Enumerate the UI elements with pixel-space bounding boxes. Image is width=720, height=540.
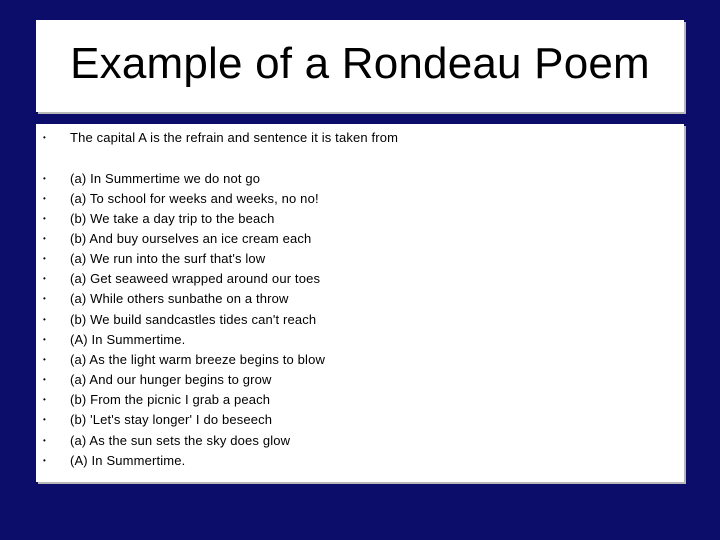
poem-line-text: (b) 'Let's stay longer' I do beseech xyxy=(70,412,273,427)
poem-line-text: (A) In Summertime. xyxy=(70,332,186,347)
bullet-icon: • xyxy=(43,274,46,283)
bullet-icon: • xyxy=(43,254,46,263)
bullet-icon: • xyxy=(43,214,46,223)
poem-line-text: (a) As the light warm breeze begins to blow xyxy=(70,352,326,367)
poem-line-text: (a) To school for weeks and weeks, no no! xyxy=(70,191,319,206)
bullet-icon: • xyxy=(43,436,46,445)
bullet-icon: • xyxy=(43,234,46,243)
bullet-icon: • xyxy=(43,174,46,183)
bullet-icon: • xyxy=(43,133,46,142)
slide-title: Example of a Rondeau Poem xyxy=(70,39,650,88)
poem-line-text: (A) In Summertime. xyxy=(70,453,186,468)
intro-text: The capital A is the refrain and sentence it is taken from xyxy=(70,130,399,145)
poem-line-text: (a) While others sunbathe on a throw xyxy=(70,291,289,306)
bullet-icon: • xyxy=(43,375,46,384)
bullet-icon: • xyxy=(43,294,46,303)
poem-line-text: (a) And our hunger begins to grow xyxy=(70,372,272,387)
poem-line-text: (b) And buy ourselves an ice cream each xyxy=(70,231,312,246)
bullet-icon: • xyxy=(43,355,46,364)
poem-line-text: (b) We build sandcastles tides can't reach xyxy=(70,312,317,327)
bullet-icon: • xyxy=(43,335,46,344)
poem-line-text: (a) We run into the surf that's low xyxy=(70,251,266,266)
content-panel xyxy=(36,124,684,482)
title-panel xyxy=(36,20,684,112)
poem-line-text: (b) We take a day trip to the beach xyxy=(70,211,275,226)
bullet-icon: • xyxy=(43,456,46,465)
poem-line-text: (a) In Summertime we do not go xyxy=(70,171,261,186)
bullet-icon: • xyxy=(43,415,46,424)
bullet-icon: • xyxy=(43,395,46,404)
poem-line-text: (a) As the sun sets the sky does glow xyxy=(70,433,291,448)
poem-line-text: (a) Get seaweed wrapped around our toes xyxy=(70,271,321,286)
poem-line-text: (b) From the picnic I grab a peach xyxy=(70,392,271,407)
bullet-icon: • xyxy=(43,194,46,203)
bullet-icon: • xyxy=(43,315,46,324)
